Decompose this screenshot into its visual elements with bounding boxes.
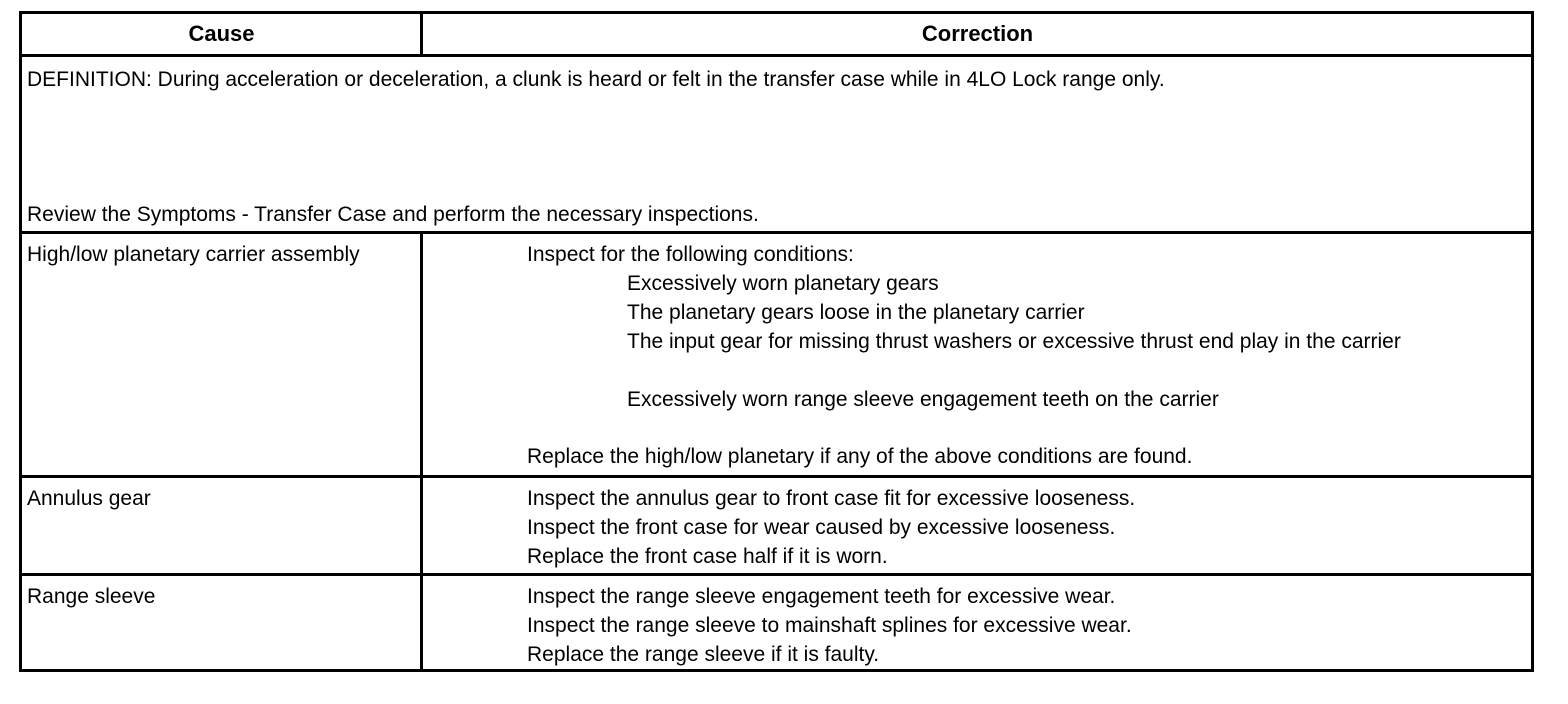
condition-item: Excessively worn range sleeve engagement teeth on the carrier <box>627 388 1219 411</box>
condition-item: The planetary gears loose in the planetary carrier <box>627 301 1085 324</box>
column-divider <box>420 231 423 669</box>
correction-line: Inspect the annulus gear to front case fit for excessive looseness. <box>527 487 1136 510</box>
header-correction: Correction <box>921 21 1034 46</box>
correction-line: Inspect the range sleeve engagement teeth for excessive wear. <box>527 585 1116 608</box>
correction-line: Inspect the range sleeve to mainshaft splines for excessive wear. <box>527 614 1132 637</box>
correction-intro: Inspect for the following conditions: <box>527 243 854 266</box>
header-cause: Cause <box>188 21 255 46</box>
diagnosis-table <box>19 11 1534 672</box>
definition-text: DEFINITION: During acceleration or deceleration, a clunk is heard or felt in the transfer case while in 4LO Lock range only. <box>27 68 1165 91</box>
condition-item: Excessively worn planetary gears <box>627 272 939 295</box>
review-symptoms-text: Review the Symptoms - Transfer Case and perform the necessary inspections. <box>27 203 759 226</box>
correction-line: Replace the range sleeve if it is faulty. <box>527 643 880 666</box>
correction-final: Replace the high/low planetary if any of the above conditions are found. <box>527 445 1193 468</box>
cause-high-low-planetary: High/low planetary carrier assembly <box>27 243 360 266</box>
cause-annulus-gear: Annulus gear <box>27 487 151 510</box>
row-divider <box>22 54 1531 57</box>
correction-line: Replace the front case half if it is worn. <box>527 545 888 568</box>
row-divider <box>22 475 1531 478</box>
cause-range-sleeve: Range sleeve <box>27 585 156 608</box>
row-divider <box>22 231 1531 234</box>
header-column-divider <box>420 14 423 54</box>
correction-line: Inspect the front case for wear caused by excessive looseness. <box>527 516 1116 539</box>
row-divider <box>22 573 1531 576</box>
condition-item: The input gear for missing thrust washers or excessive thrust end play in the carrier <box>627 330 1401 353</box>
